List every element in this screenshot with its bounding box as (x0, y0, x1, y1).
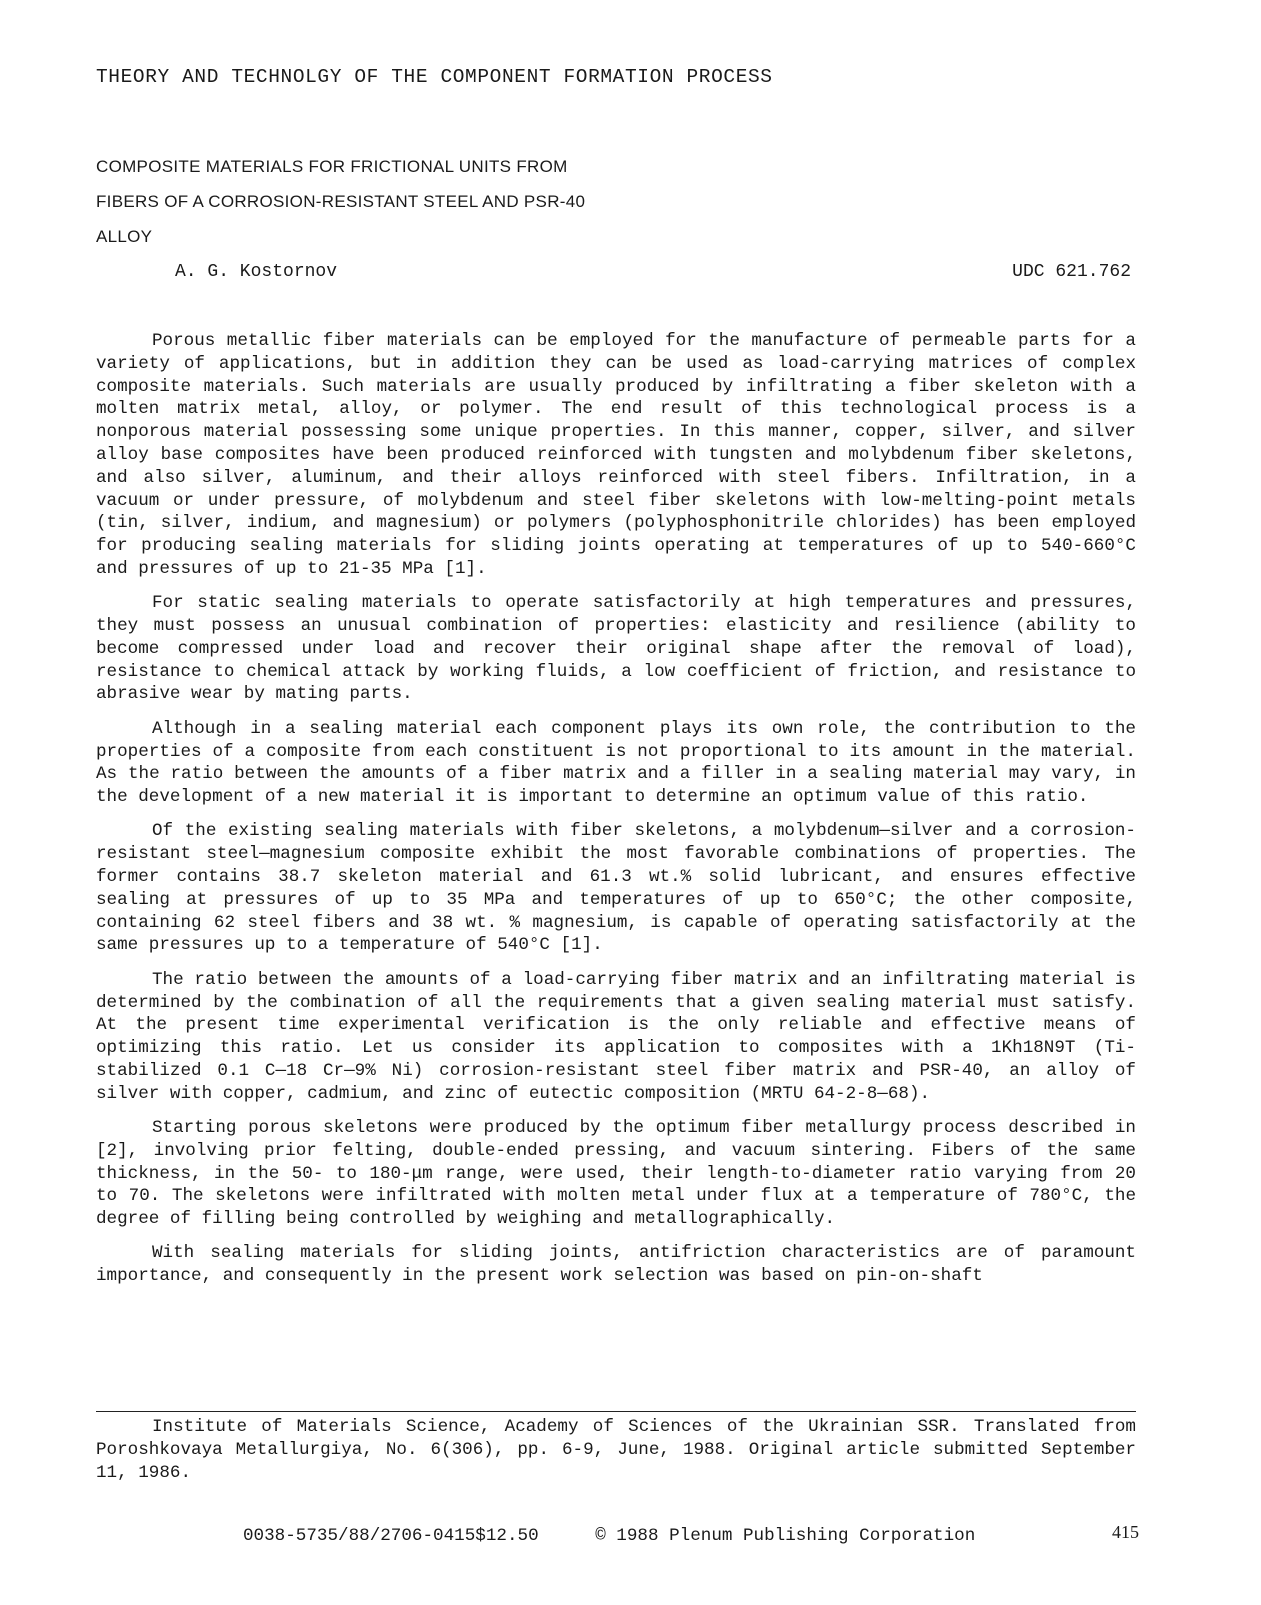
footer-code: 0038-5735/88/2706-0415$12.50 (243, 1526, 539, 1546)
body-paragraph: Although in a sealing material each component plays its own role, the contribution to the properties of a composite from each constituent is not proportional to its amount in the material. As the ratio between the amounts of a fiber matrix and a filler in a sealing material may vary, in the development of a new material it is important to determine an optimum value of this ratio. (96, 718, 1136, 808)
page-number: 415 (1112, 1522, 1139, 1542)
body-paragraph: For static sealing materials to operate satisfactorily at high temperatures and pressures, they must possess an unusual combination of properties: elasticity and resilience (ability to become compressed under load and recover their original shape after the removal of load), resistance to chemical attack by working fluids, a low coefficient of friction, and resistance to abrasive wear by mating parts. (96, 593, 1136, 705)
body-paragraph: Of the existing sealing materials with fiber skeletons, a molybdenum—silver and a corrosion-resistant steel—magnesium composite exhibit the most favorable combinations of properties. The former contains 38.7 skeleton material and 61.3 wt.% solid lubricant, and ensures effective sealing at pressures of up to 35 MPa and temperatures of up to 650°C; the other composite, containing 62 steel fibers and 38 wt. % magnesium, is capable of operating satisfactorily at the same pressures up to a temperature of 540°C [1]. (96, 821, 1136, 956)
body-paragraph: The ratio between the amounts of a load-carrying fiber matrix and an infiltrating material is determined by the combination of all the requirements that a given sealing material must satisfy. At the present time experimental verification is the only reliable and effective means of optimizing this ratio. Let us consider its application to composites with a 1Kh18N9T (Ti-stabilized 0.1 C—18 Cr—9% Ni) corrosion-resistant steel fiber matrix and PSR-40, an alloy of silver with copper, cadmium, and zinc of eutectic composition (MRTU 64-2-8—68). (96, 969, 1136, 1104)
article-title (96, 149, 585, 254)
footer-copyright: © 1988 Plenum Publishing Corporation (595, 1526, 976, 1546)
udc-code: UDC 621.762 (1012, 262, 1131, 282)
article-title-line: FIBERS OF A CORROSION-RESISTANT STEEL AND PSR-40 (96, 192, 586, 211)
body-paragraph: Starting porous skeletons were produced by the optimum fiber metallurgy process described in [2], involving prior felting, double-ended pressing, and vacuum sintering. Fibers of the same thickness, in the 50- to 180-μm range, were used, their length-to-diameter ratio varying from 20 to 70. The skeletons were infiltrated with molten metal under flux at a temperature of 780°C, the degree of filling being controlled by weighing and metallographically. (96, 1118, 1136, 1230)
page-footer (243, 1526, 975, 1546)
footnote: Institute of Materials Science, Academy of Sciences of the Ukrainian SSR. Translated from Poroshkovaya Metallurgiya, No. 6(306), pp. 6-9, June, 1988. Original article submitted September 11, 1986. (96, 1417, 1136, 1483)
body-paragraph: Porous metallic fiber materials can be employed for the manufacture of permeable parts for a variety of applications, but in addition they can be used as load-carrying matrices of complex composite materials. Such materials are usually produced by infiltrating a fiber skeleton with a molten matrix metal, alloy, or polymer. The end result of this technological process is a nonporous material possessing some unique properties. In this manner, copper, silver, and silver alloy base composites have been produced reinforced with tungsten and molybdenum fiber skeletons, and also silver, aluminum, and their alloys reinforced with steel fibers. Infiltration, in a vacuum or under pressure, of molybdenum and steel fiber skeletons with low-melting-point metals (tin, silver, indium, and magnesium) or polymers (polyphosphonitrile chlorides) has been employed for producing sealing materials for sliding joints operating at temperatures of up to 540-660°C and pressures of up to 21-35 MPa [1]. (96, 331, 1136, 579)
section-heading: THEORY AND TECHNOLGY OF THE COMPONENT FORMATION PROCESS (96, 66, 773, 88)
article-title-line: COMPOSITE MATERIALS FOR FRICTIONAL UNITS FROM (96, 157, 568, 176)
article-body (96, 330, 1136, 1300)
body-paragraph: With sealing materials for sliding joints, antifriction characteristics are of paramount importance, and consequently in the present work selection was based on pin-on-shaft (96, 1243, 1136, 1287)
author-name: A. G. Kostornov (175, 262, 338, 282)
article-title-line: ALLOY (96, 227, 153, 246)
footnote-divider (96, 1411, 1136, 1412)
